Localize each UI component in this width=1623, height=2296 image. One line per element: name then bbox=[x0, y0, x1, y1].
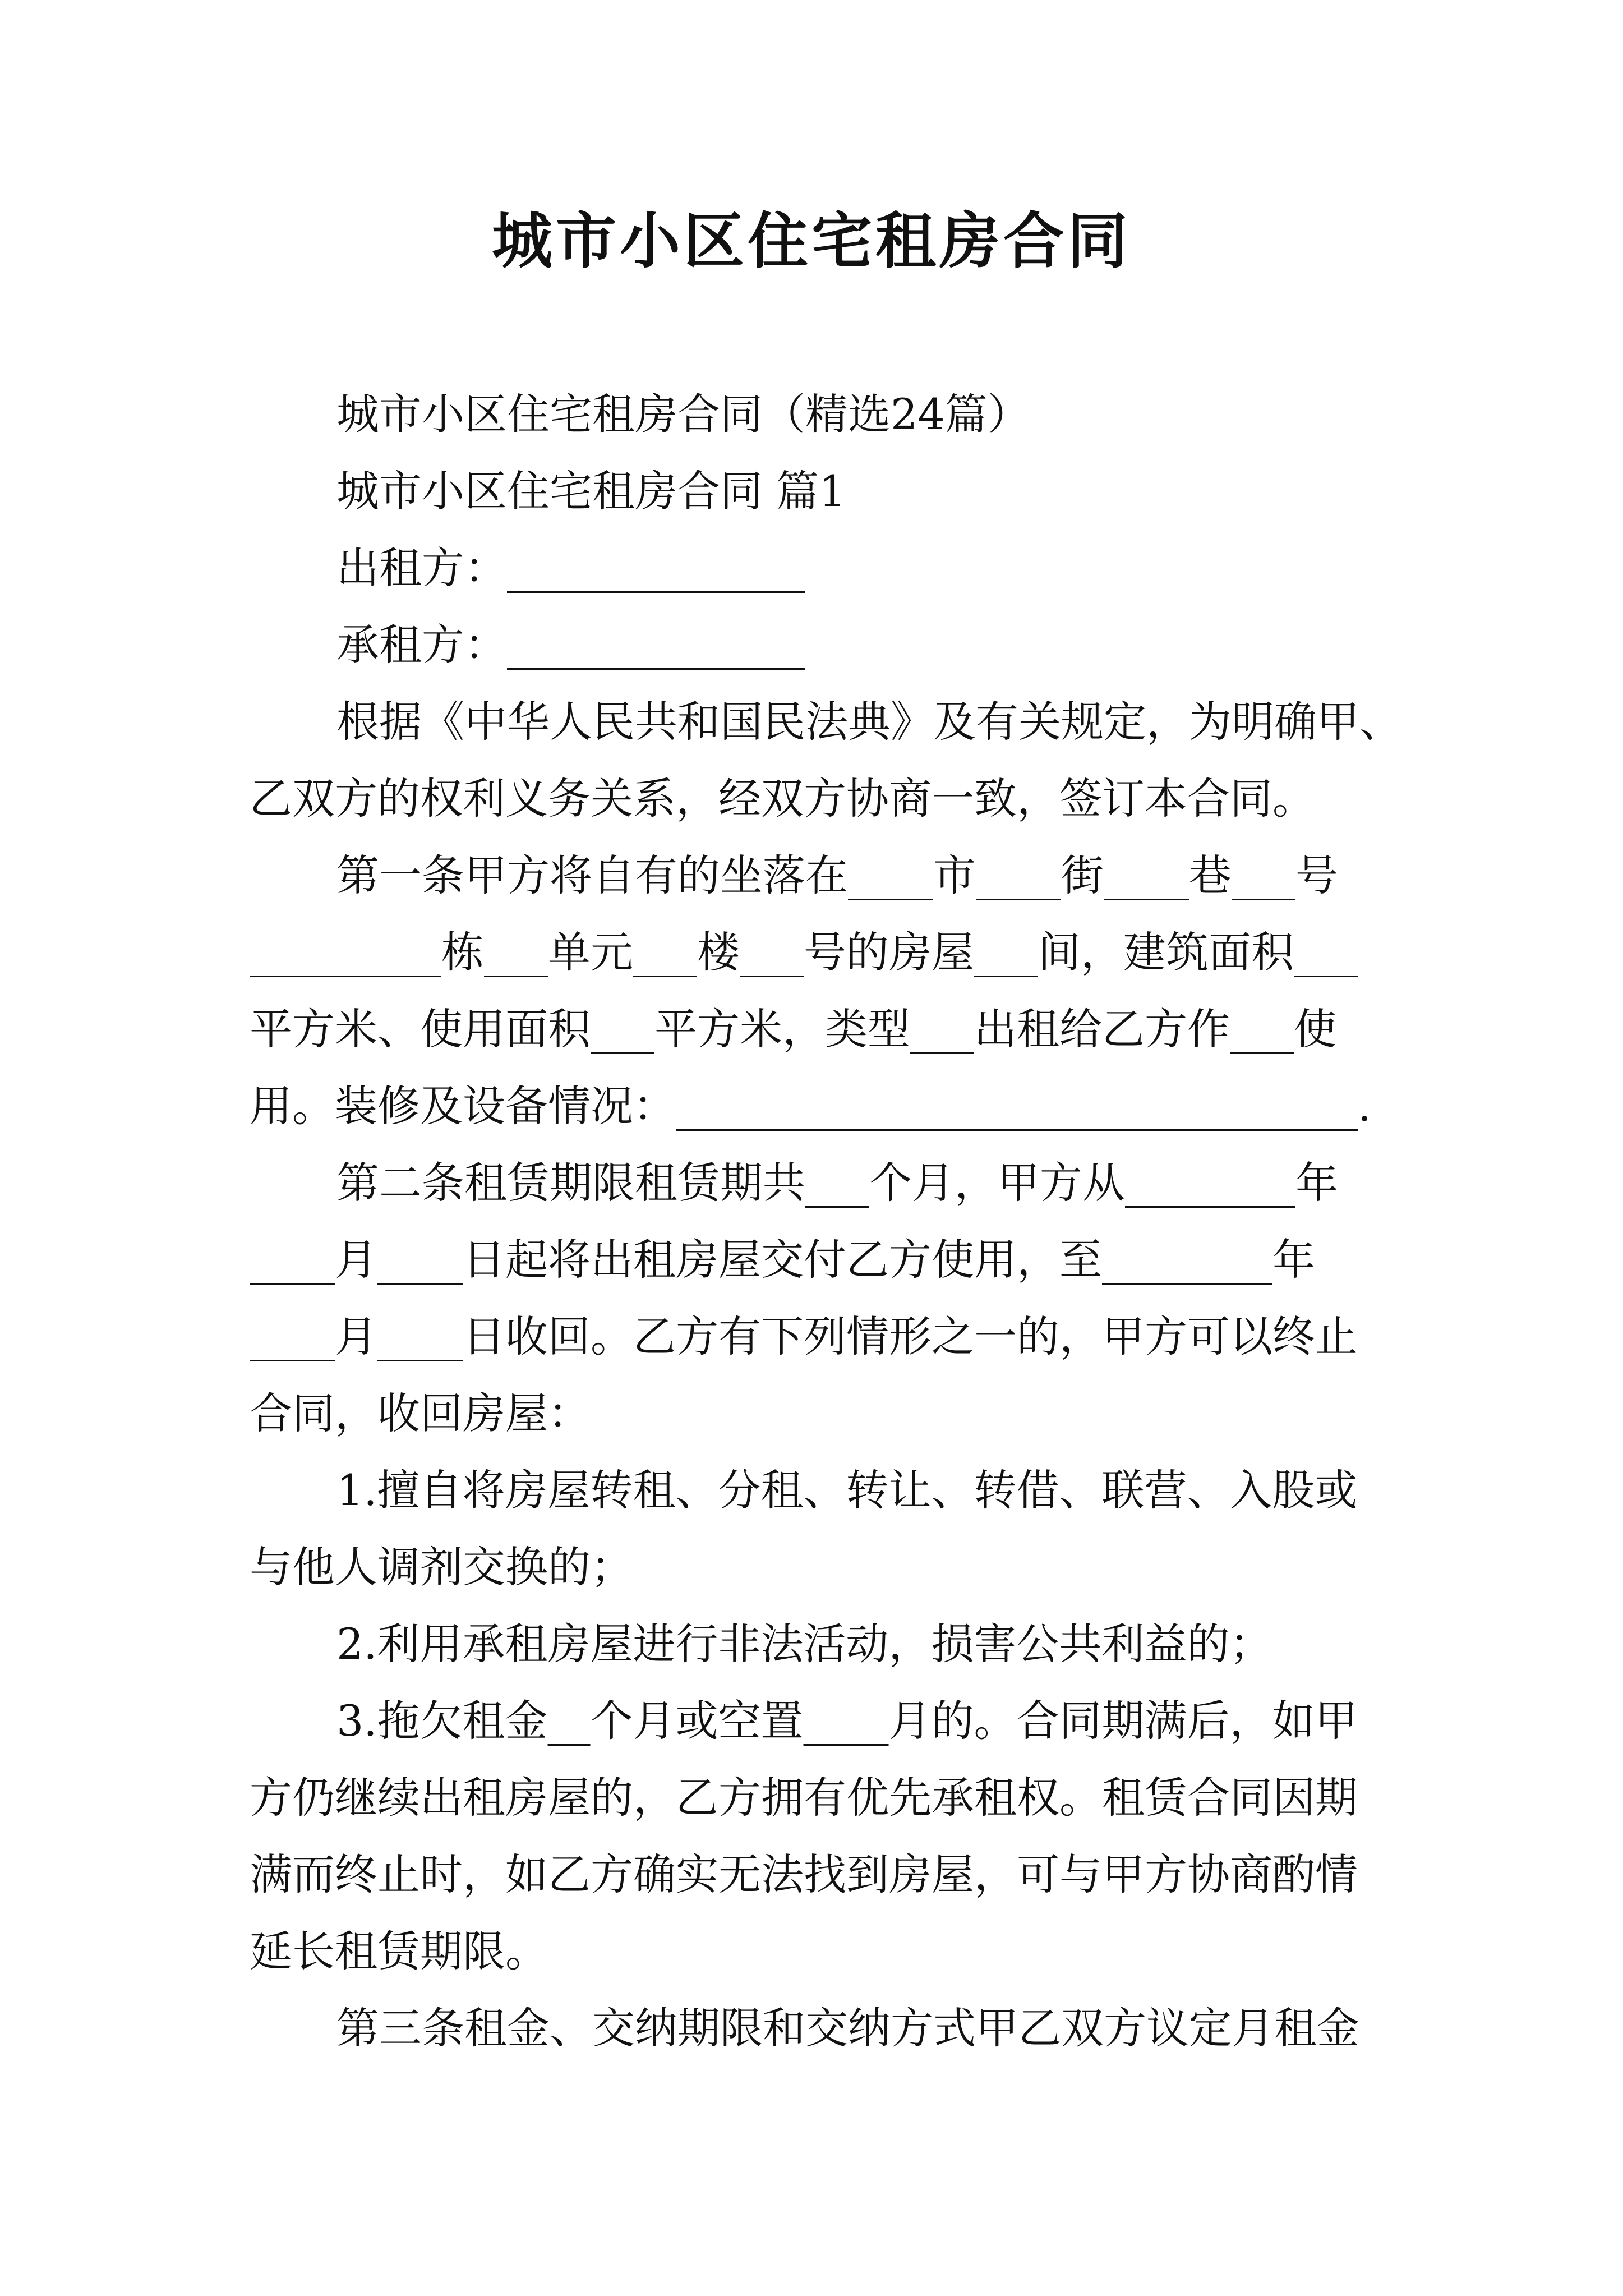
paragraph-subtitle: 城市小区住宅租房合同（精选24篇） bbox=[336, 389, 1030, 439]
paragraph-line: 3.拖欠租金__个月或空置____月的。合同期满后，如甲 bbox=[336, 1696, 1358, 1746]
document-title: 城市小区住宅租房合同 bbox=[491, 206, 1131, 277]
paragraph-line: 1.擅自将房屋转租、分租、转让、转借、联营、入股或 bbox=[336, 1465, 1358, 1515]
paragraph-line: 2.利用承租房屋进行非法活动，损害公共利益的； bbox=[336, 1619, 1272, 1669]
paragraph-lessor: 出租方：______________ bbox=[336, 543, 805, 593]
paragraph-line: 用。装修及设备情况：________________________________. bbox=[250, 1081, 1372, 1131]
paragraph-line: 满而终止时，如乙方确实无法找到房屋，可与甲方协商酌情 bbox=[250, 1849, 1358, 1899]
paragraph-line: ____月____日起将出租房屋交付乙方使用，至________年 bbox=[250, 1235, 1315, 1285]
paragraph-line: 延长租赁期限。 bbox=[250, 1926, 548, 1976]
document-body bbox=[250, 376, 1402, 2067]
paragraph-line: 第一条甲方将自有的坐落在____市____街____巷___号 bbox=[336, 850, 1338, 900]
paragraph-line: ____月____日收回。乙方有下列情形之一的，甲方可以终止 bbox=[250, 1312, 1358, 1361]
paragraph-section-heading: 城市小区住宅租房合同 篇1 bbox=[336, 466, 846, 516]
paragraph-line: 方仍继续出租房屋的，乙方拥有优先承租权。租赁合同因期 bbox=[250, 1773, 1358, 1823]
paragraph-line: 乙双方的权利义务关系，经双方协商一致，签订本合同。 bbox=[250, 774, 1315, 823]
paragraph-line: 与他人调剂交换的； bbox=[250, 1542, 633, 1592]
paragraph-line: 平方米、使用面积___平方米，类型___出租给乙方作___使 bbox=[250, 1004, 1336, 1054]
paragraph-line: 合同，收回房屋： bbox=[250, 1388, 591, 1438]
paragraph-line: _________栋___单元___楼___号的房屋___间，建筑面积___ bbox=[250, 927, 1358, 977]
paragraph-line: 根据《中华人民共和国民法典》及有关规定，为明确甲、 bbox=[336, 697, 1402, 747]
paragraph-line: 第二条租赁期限租赁期共___个月，甲方从________年 bbox=[336, 1158, 1338, 1208]
paragraph-lessee: 承租方：______________ bbox=[336, 620, 805, 670]
paragraph-line: 第三条租金、交纳期限和交纳方式甲乙双方议定月租金 bbox=[336, 2003, 1359, 2053]
